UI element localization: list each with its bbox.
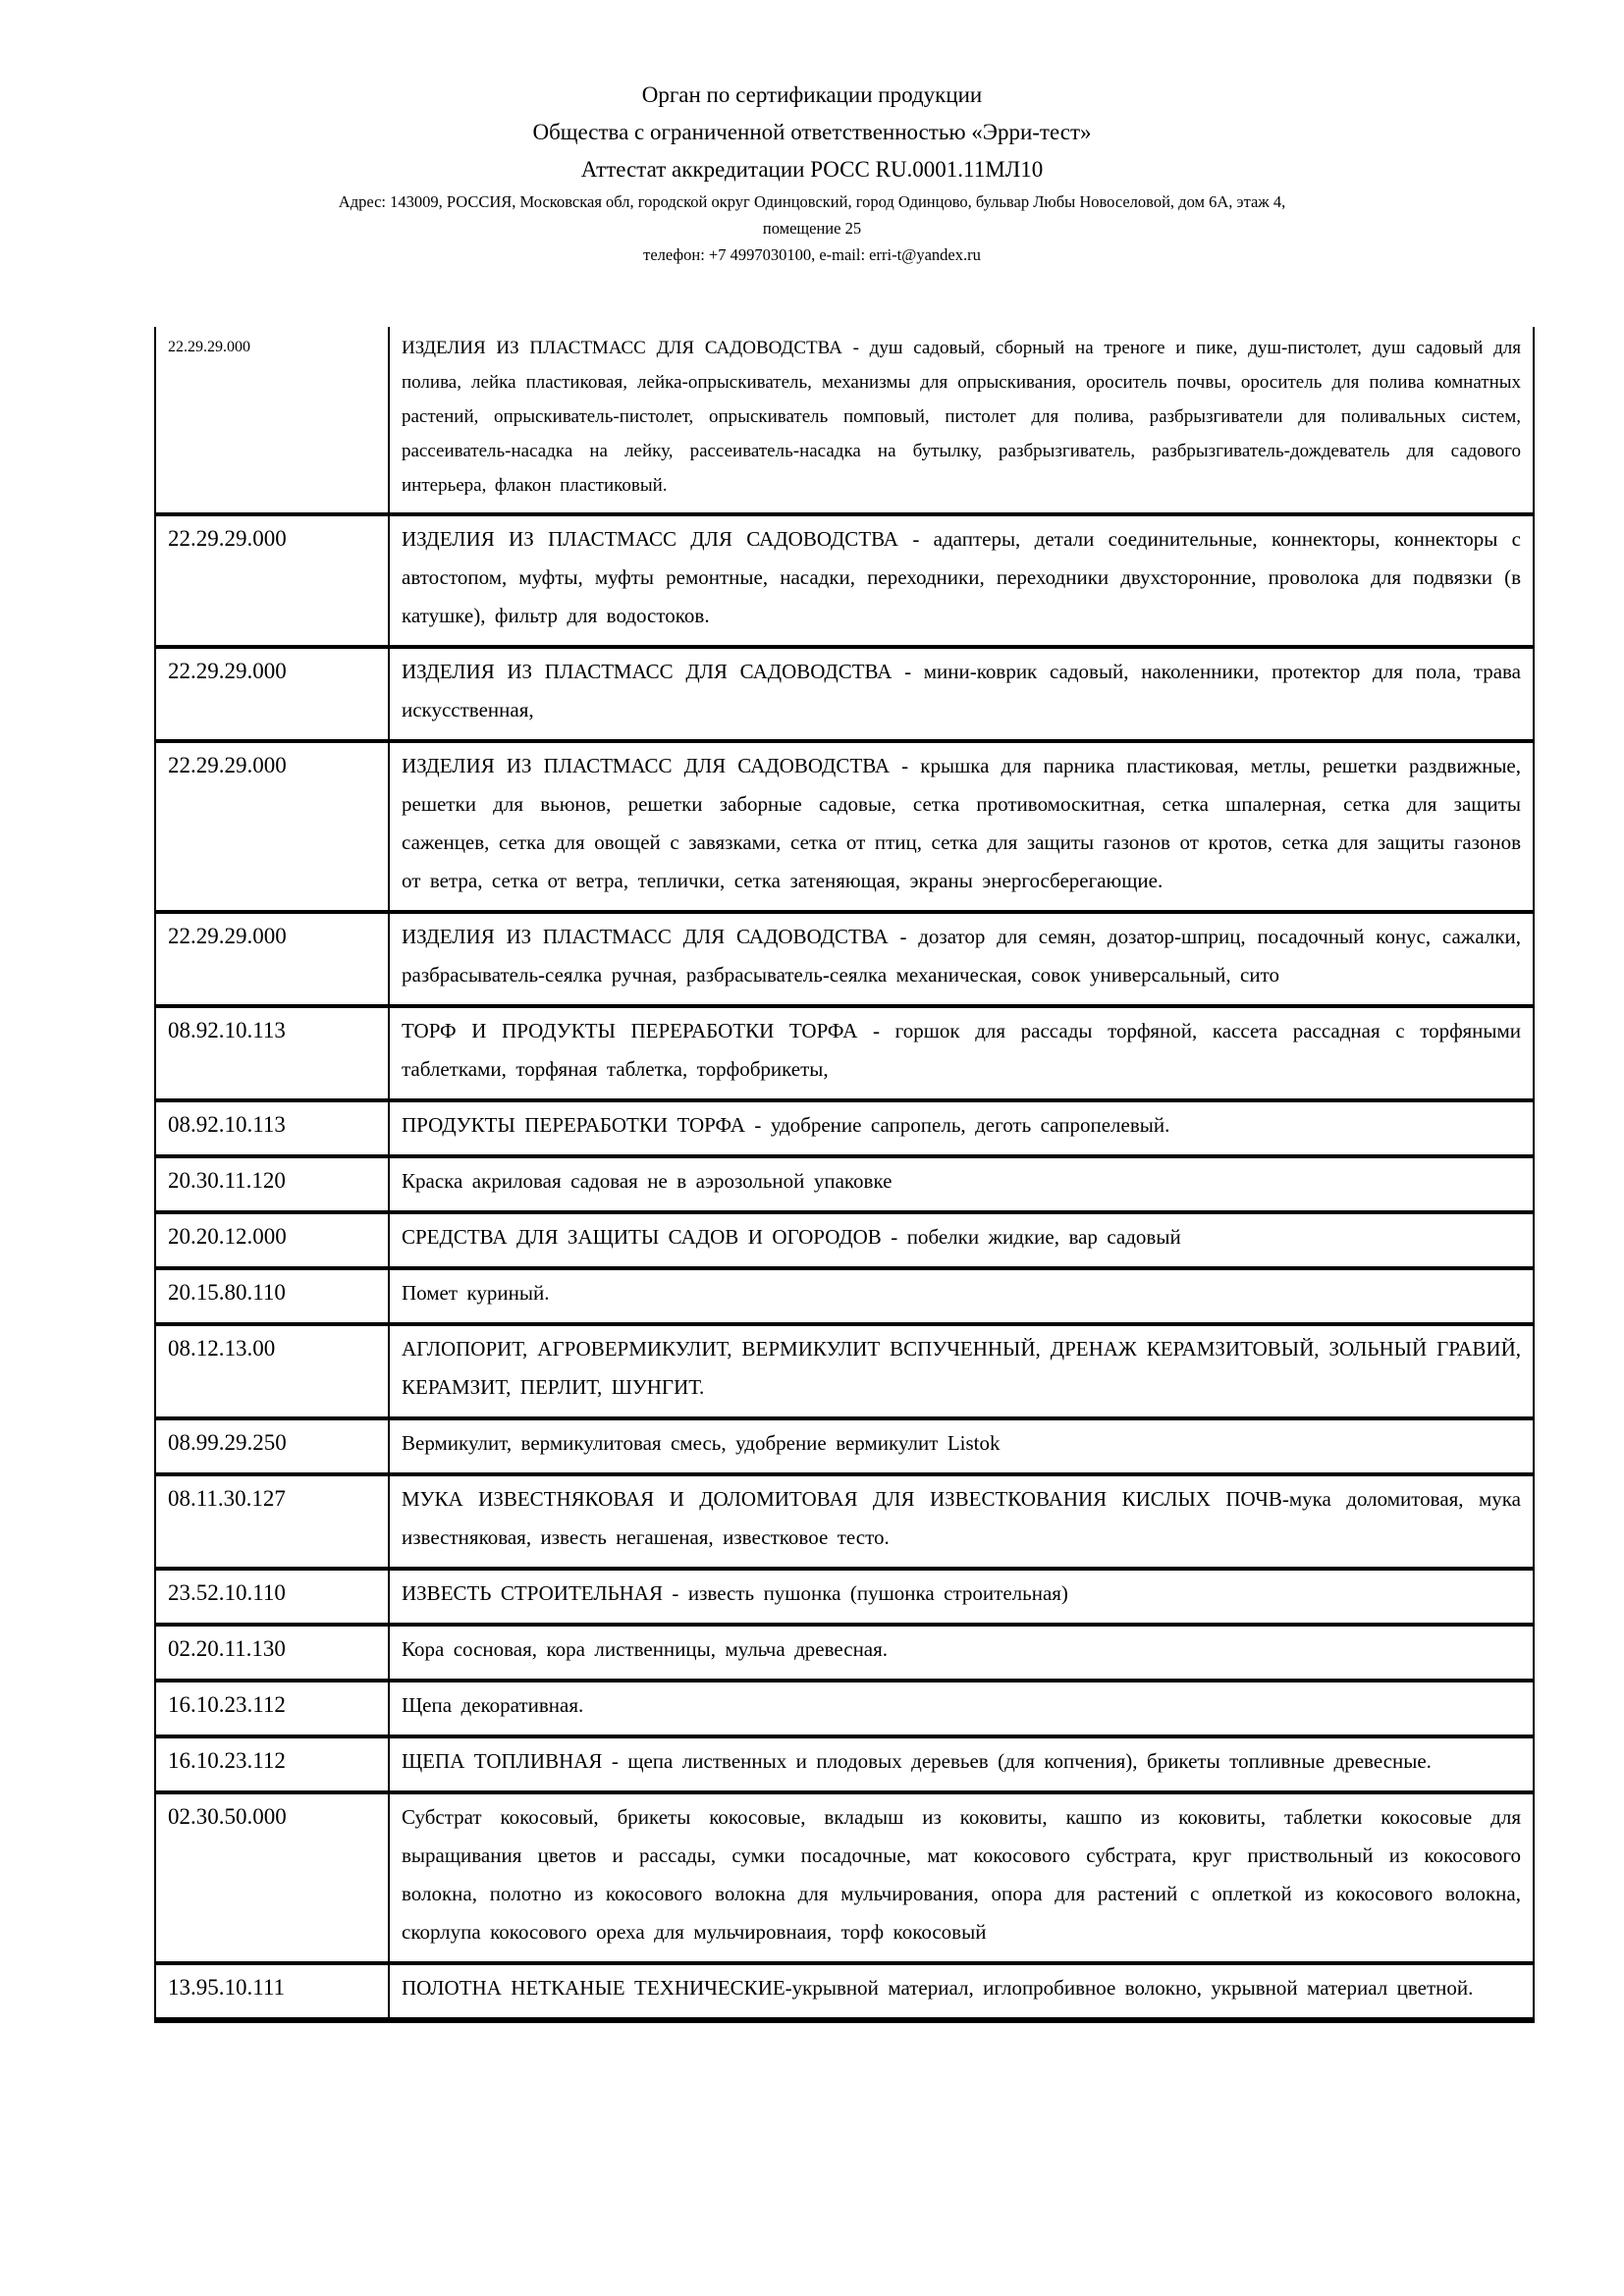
product-code-cell: 22.29.29.000 [155,912,389,1006]
product-description-cell: ИЗДЕЛИЯ ИЗ ПЛАСТМАСС ДЛЯ САДОВОДСТВА - душ садовый, сборный на треноге и пике, душ-пистолет, душ садовый для полива, лейка пластиковая, лейка-опрыскиватель, механизмы для опрыскивания, ороситель почвы, ороситель для полива комнатных растений, опрыскиватель-пистолет, опрыскиватель помповый, пистолет для полива, разбрызгиватели для поливальных систем, рассеиватель-насадка на лейку, рассеиватель-насадка на бутылку, разбрызгиватель, разбрызгиватель-дождеватель для садового интерьера, флакон пластиковый. [402,338,1521,496]
products-table [154,327,1535,2023]
product-description-cell: ПРОДУКТЫ ПЕРЕРАБОТКИ ТОРФА - удобрение сапропель, деготь сапропелевый. [389,1100,1534,1156]
product-description-cell: ТОРФ И ПРОДУКТЫ ПЕРЕРАБОТКИ ТОРФА - горшок для рассады торфяной, кассета рассадная с торфяными таблетками, торфяная таблетка, торфобрикеты, [389,1006,1534,1100]
address-line-1: Адрес: 143009, РОССИЯ, Московская обл, городской округ Одинцовский, город Одинцово, бульвар Любы Новоселовой, дом 6А, этаж 4, [338,192,1286,211]
product-code-cell: 20.15.80.110 [155,1268,389,1324]
product-description-cell: ИЗДЕЛИЯ ИЗ ПЛАСТМАСС ДЛЯ САДОВОДСТВА - адаптеры, детали соединительные, коннекторы, коннекторы с автостопом, муфты, муфты ремонтные, насадки, переходники, переходники двухсторонние, проволока для подвязки (в катушке), фильтр для водостоков. [389,514,1534,647]
product-description-cell: Помет куриный. [389,1268,1534,1324]
address-line-2: помещение 25 [762,219,862,238]
product-description-cell: ИЗДЕЛИЯ ИЗ ПЛАСТМАСС ДЛЯ САДОВОДСТВА - крышка для парника пластиковая, метлы, решетки раздвижные, решетки для вьюнов, решетки заборные садовые, сетка противомоскитная, сетка шпалерная, сетка для защиты саженцев, сетка для овощей с завязками, сетка от птиц, сетка для защиты газонов от кротов, сетка для защиты газонов от ветра, сетка от ветра, теплички, сетка затеняющая, экраны энергосберегающие. [389,741,1534,912]
product-code-cell: 08.92.10.113 [155,1006,389,1100]
product-description-cell: Субстрат кокосовый, брикеты кокосовые, вкладыш из коковиты, кашпо из коковиты, таблетки кокосовые для выращивания цветов и рассады, сумки посадочные, мат кокосового субстрата, круг приствольный из кокосового волокна, полотно из кокосового волокна для мульчирования, опора для растений с оплеткой из кокосового волокна, скорлупа кокосового ореха для мульчировнаия, торф кокосовый [389,1792,1534,1963]
table-row [155,1736,1534,1792]
product-code-cell: 02.20.11.130 [155,1625,389,1681]
product-description-cell: МУКА ИЗВЕСТНЯКОВАЯ И ДОЛОМИТОВАЯ ДЛЯ ИЗВЕСТКОВАНИЯ КИСЛЫХ ПОЧВ-мука доломитовая, мука известняковая, известь негашеная, известковое тесто. [389,1474,1534,1569]
table-row [155,1418,1534,1474]
accreditation-line: Аттестат аккредитации РОСС RU.0001.11МЛ10 [580,157,1044,182]
product-code-cell: 16.10.23.112 [155,1736,389,1792]
table-row [155,1006,1534,1100]
product-code-cell: 23.52.10.110 [155,1569,389,1625]
product-code-cell: 22.29.29.000 [155,647,389,741]
product-description-cell: ИЗДЕЛИЯ ИЗ ПЛАСТМАСС ДЛЯ САДОВОДСТВА - дозатор для семян, дозатор-шприц, посадочный конус, сажалки, разбрасыватель-сеялка ручная, разбрасыватель-сеялка механическая, совок универсальный, сито [389,912,1534,1006]
table-row [155,514,1534,647]
product-code-cell: 08.92.10.113 [155,1100,389,1156]
product-description-cell: Кора сосновая, кора лиственницы, мульча древесная. [389,1625,1534,1681]
table-row [155,1212,1534,1268]
product-description-cell: ИЗДЕЛИЯ ИЗ ПЛАСТМАСС ДЛЯ САДОВОДСТВА - мини-коврик садовый, наколенники, протектор для пола, трава искусственная, [389,647,1534,741]
table-row [155,1569,1534,1625]
table-row [155,1792,1534,1963]
table-row [155,327,1534,514]
product-code-cell: 20.20.12.000 [155,1212,389,1268]
product-description-cell: ПОЛОТНА НЕТКАНЫЕ ТЕХНИЧЕСКИЕ-укрывной материал, иглопробивное волокно, укрывной материал цветной. [389,1963,1534,2020]
product-code-cell: 13.95.10.111 [155,1963,389,2020]
product-description-cell: Вермикулит, вермикулитовая смесь, удобрение вермикулит Listok [389,1418,1534,1474]
contact-line: телефон: +7 4997030100, e-mail: erri-t@yandex.ru [643,245,981,264]
product-code-cell: 02.30.50.000 [155,1792,389,1963]
table-row [155,741,1534,912]
product-description-cell: Краска акриловая садовая не в аэрозольной упаковке [389,1156,1534,1212]
product-code-cell: 22.29.29.000 [155,514,389,647]
table-row [155,1625,1534,1681]
table-row [155,1474,1534,1569]
table-row [155,1324,1534,1418]
product-description-cell: ЩЕПА ТОПЛИВНАЯ - щепа лиственных и плодовых деревьев (для копчения), брикеты топливные древесные. [389,1736,1534,1792]
table-row [155,1681,1534,1736]
product-code-cell: 16.10.23.112 [155,1681,389,1736]
document-header [0,77,1624,268]
product-code-cell: 08.12.13.00 [155,1324,389,1418]
product-description-cell: ИЗВЕСТЬ СТРОИТЕЛЬНАЯ - известь пушонка (пушонка строительная) [389,1569,1534,1625]
product-description-cell: АГЛОПОРИТ, АГРОВЕРМИКУЛИТ, ВЕРМИКУЛИТ ВСПУЧЕННЫЙ, ДРЕНАЖ КЕРАМЗИТОВЫЙ, ЗОЛЬНЫЙ ГРАВИЙ, КЕРАМЗИТ, ПЕРЛИТ, ШУНГИТ. [389,1324,1534,1418]
table-row [155,1100,1534,1156]
org-title-line: Орган по сертификации продукции [641,82,983,107]
table-row [155,1268,1534,1324]
org-name-line: Общества с ограниченной ответственностью «Эрри-тест» [532,120,1092,144]
product-description-cell: СРЕДСТВА ДЛЯ ЗАЩИТЫ САДОВ И ОГОРОДОВ - побелки жидкие, вар садовый [389,1212,1534,1268]
table-row [155,912,1534,1006]
product-code-cell: 08.99.29.250 [155,1418,389,1474]
product-description-cell: Щепа декоративная. [389,1681,1534,1736]
product-code-cell: 08.11.30.127 [155,1474,389,1569]
product-code-cell: 22.29.29.000 [155,327,389,514]
product-code-cell: 22.29.29.000 [155,741,389,912]
table-row [155,1156,1534,1212]
table-row [155,1963,1534,2020]
table-row [155,647,1534,741]
product-code-cell: 20.30.11.120 [155,1156,389,1212]
